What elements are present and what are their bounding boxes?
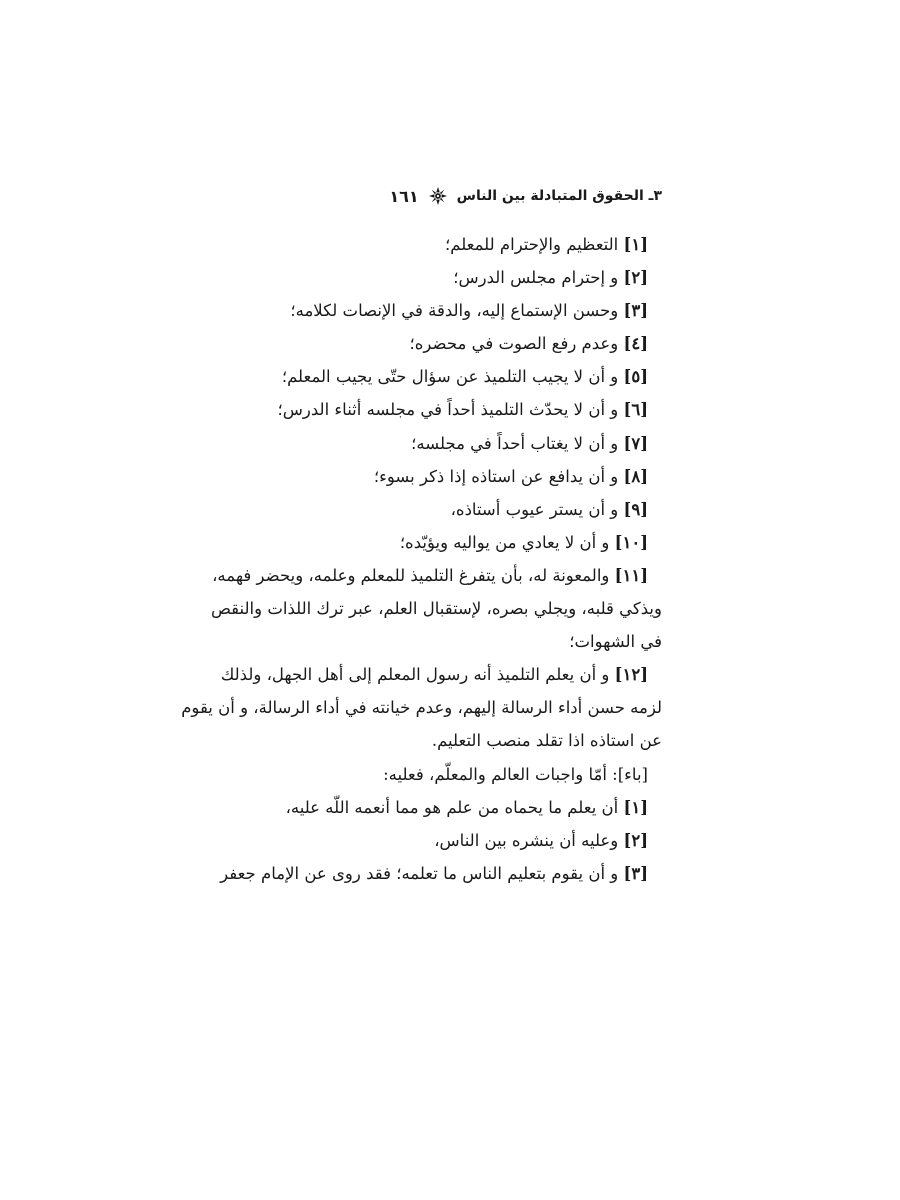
paragraph-line xyxy=(232,393,662,426)
item-number: [١١] xyxy=(614,565,648,585)
line-text: و أن لا يحدّث التلميذ أحداً في مجلسه أثناء الدرس؛ xyxy=(277,400,624,420)
item-number: [١] xyxy=(623,797,648,817)
line-text: والمعونة له، بأن يتفرغ التلميذ للمعلم وعلمه، ويحضر فهمه، xyxy=(212,565,615,585)
line-text: و أن لا يغتاب أحداً في مجلسه؛ xyxy=(411,433,624,453)
paragraph-line xyxy=(232,360,662,393)
paragraph-line xyxy=(232,294,662,327)
paragraph-line xyxy=(232,824,662,857)
item-number: [٧] xyxy=(623,433,648,453)
paragraph-line xyxy=(232,261,662,294)
paragraph-line xyxy=(232,460,662,493)
line-text: و أن يعلم التلميذ أنه رسول المعلم إلى أهل الجهل، ولذلك xyxy=(220,665,615,685)
line-text: و أن لا يعادي من يواليه ويؤيّده؛ xyxy=(399,532,615,552)
item-number: [١] xyxy=(623,235,648,254)
item-number: [٦] xyxy=(623,400,648,420)
line-text: و أن يقوم بتعليم الناس ما تعلمه؛ فقد روى عن الإمام جعفر xyxy=(220,863,624,883)
line-text: وحسن الإستماع إليه، والدقة في الإنصات لكلامه؛ xyxy=(290,301,624,321)
ornament-icon xyxy=(429,187,447,205)
item-number: [٨] xyxy=(623,466,648,486)
line-text: التعظيم والإحترام للمعلم؛ xyxy=(444,235,624,254)
item-number: [٢] xyxy=(623,830,648,850)
line-text: ويذكي قلبه، ويجلي بصره، لإستقبال العلم، عبر ترك اللذات والنقص xyxy=(210,599,662,619)
line-text: [باء]: أمّا واجبات العالم والمعلّم، فعليه: xyxy=(383,764,648,784)
line-text: و أن يستر عيوب أستاذه، xyxy=(450,499,624,519)
paragraph-line xyxy=(232,327,662,360)
paragraph-line xyxy=(220,857,662,890)
body-text xyxy=(181,228,662,890)
item-number: [٢] xyxy=(623,268,648,288)
line-text: وعدم رفع الصوت في محضره؛ xyxy=(409,334,624,354)
item-number: [٤] xyxy=(623,334,648,354)
item-number: [٣] xyxy=(623,863,648,883)
line-text: في الشهوات؛ xyxy=(569,632,662,652)
line-text: لزمه حسن أداء الرسالة إليهم، وعدم خيانته في أداء الرسالة، و أن يقوم xyxy=(181,698,662,718)
paragraph-line xyxy=(232,493,662,526)
paragraph-line xyxy=(220,658,662,691)
line-text: و أن لا يجيب التلميذ عن سؤال حتّى يجيب المعلم؛ xyxy=(281,367,624,387)
line-text: أن يعلم ما يحماه من علم هو مما أنعمه اللّه عليه، xyxy=(285,797,624,817)
line-text: و إحترام مجلس الدرس؛ xyxy=(453,268,624,288)
paragraph-line xyxy=(232,526,662,559)
page-number: ١٦١ xyxy=(389,186,419,206)
section-heading-line xyxy=(232,758,662,791)
paragraph-line xyxy=(232,625,662,658)
line-text: وعليه أن ينشره بين الناس، xyxy=(434,830,624,850)
paragraph-line xyxy=(210,592,662,625)
item-number: [٩] xyxy=(623,499,648,519)
running-header xyxy=(230,181,662,211)
paragraph-line xyxy=(212,559,662,592)
paragraph-line xyxy=(232,791,662,824)
paragraph-line xyxy=(181,691,662,724)
chapter-title: ٣ـ الحقوق المتبادلة بين الناس xyxy=(456,188,662,204)
paragraph-line xyxy=(232,427,662,460)
item-number: [٣] xyxy=(623,301,648,321)
item-number: [١٢] xyxy=(614,665,648,685)
item-number: [٥] xyxy=(623,367,648,387)
paragraph-line xyxy=(232,228,662,261)
line-text: عن استاذه اذا تقلد منصب التعليم. xyxy=(431,731,662,751)
item-number: [١٠] xyxy=(614,532,648,552)
paragraph-line xyxy=(232,724,662,757)
line-text: و أن يدافع عن استاذه إذا ذكر بسوء؛ xyxy=(373,466,624,486)
